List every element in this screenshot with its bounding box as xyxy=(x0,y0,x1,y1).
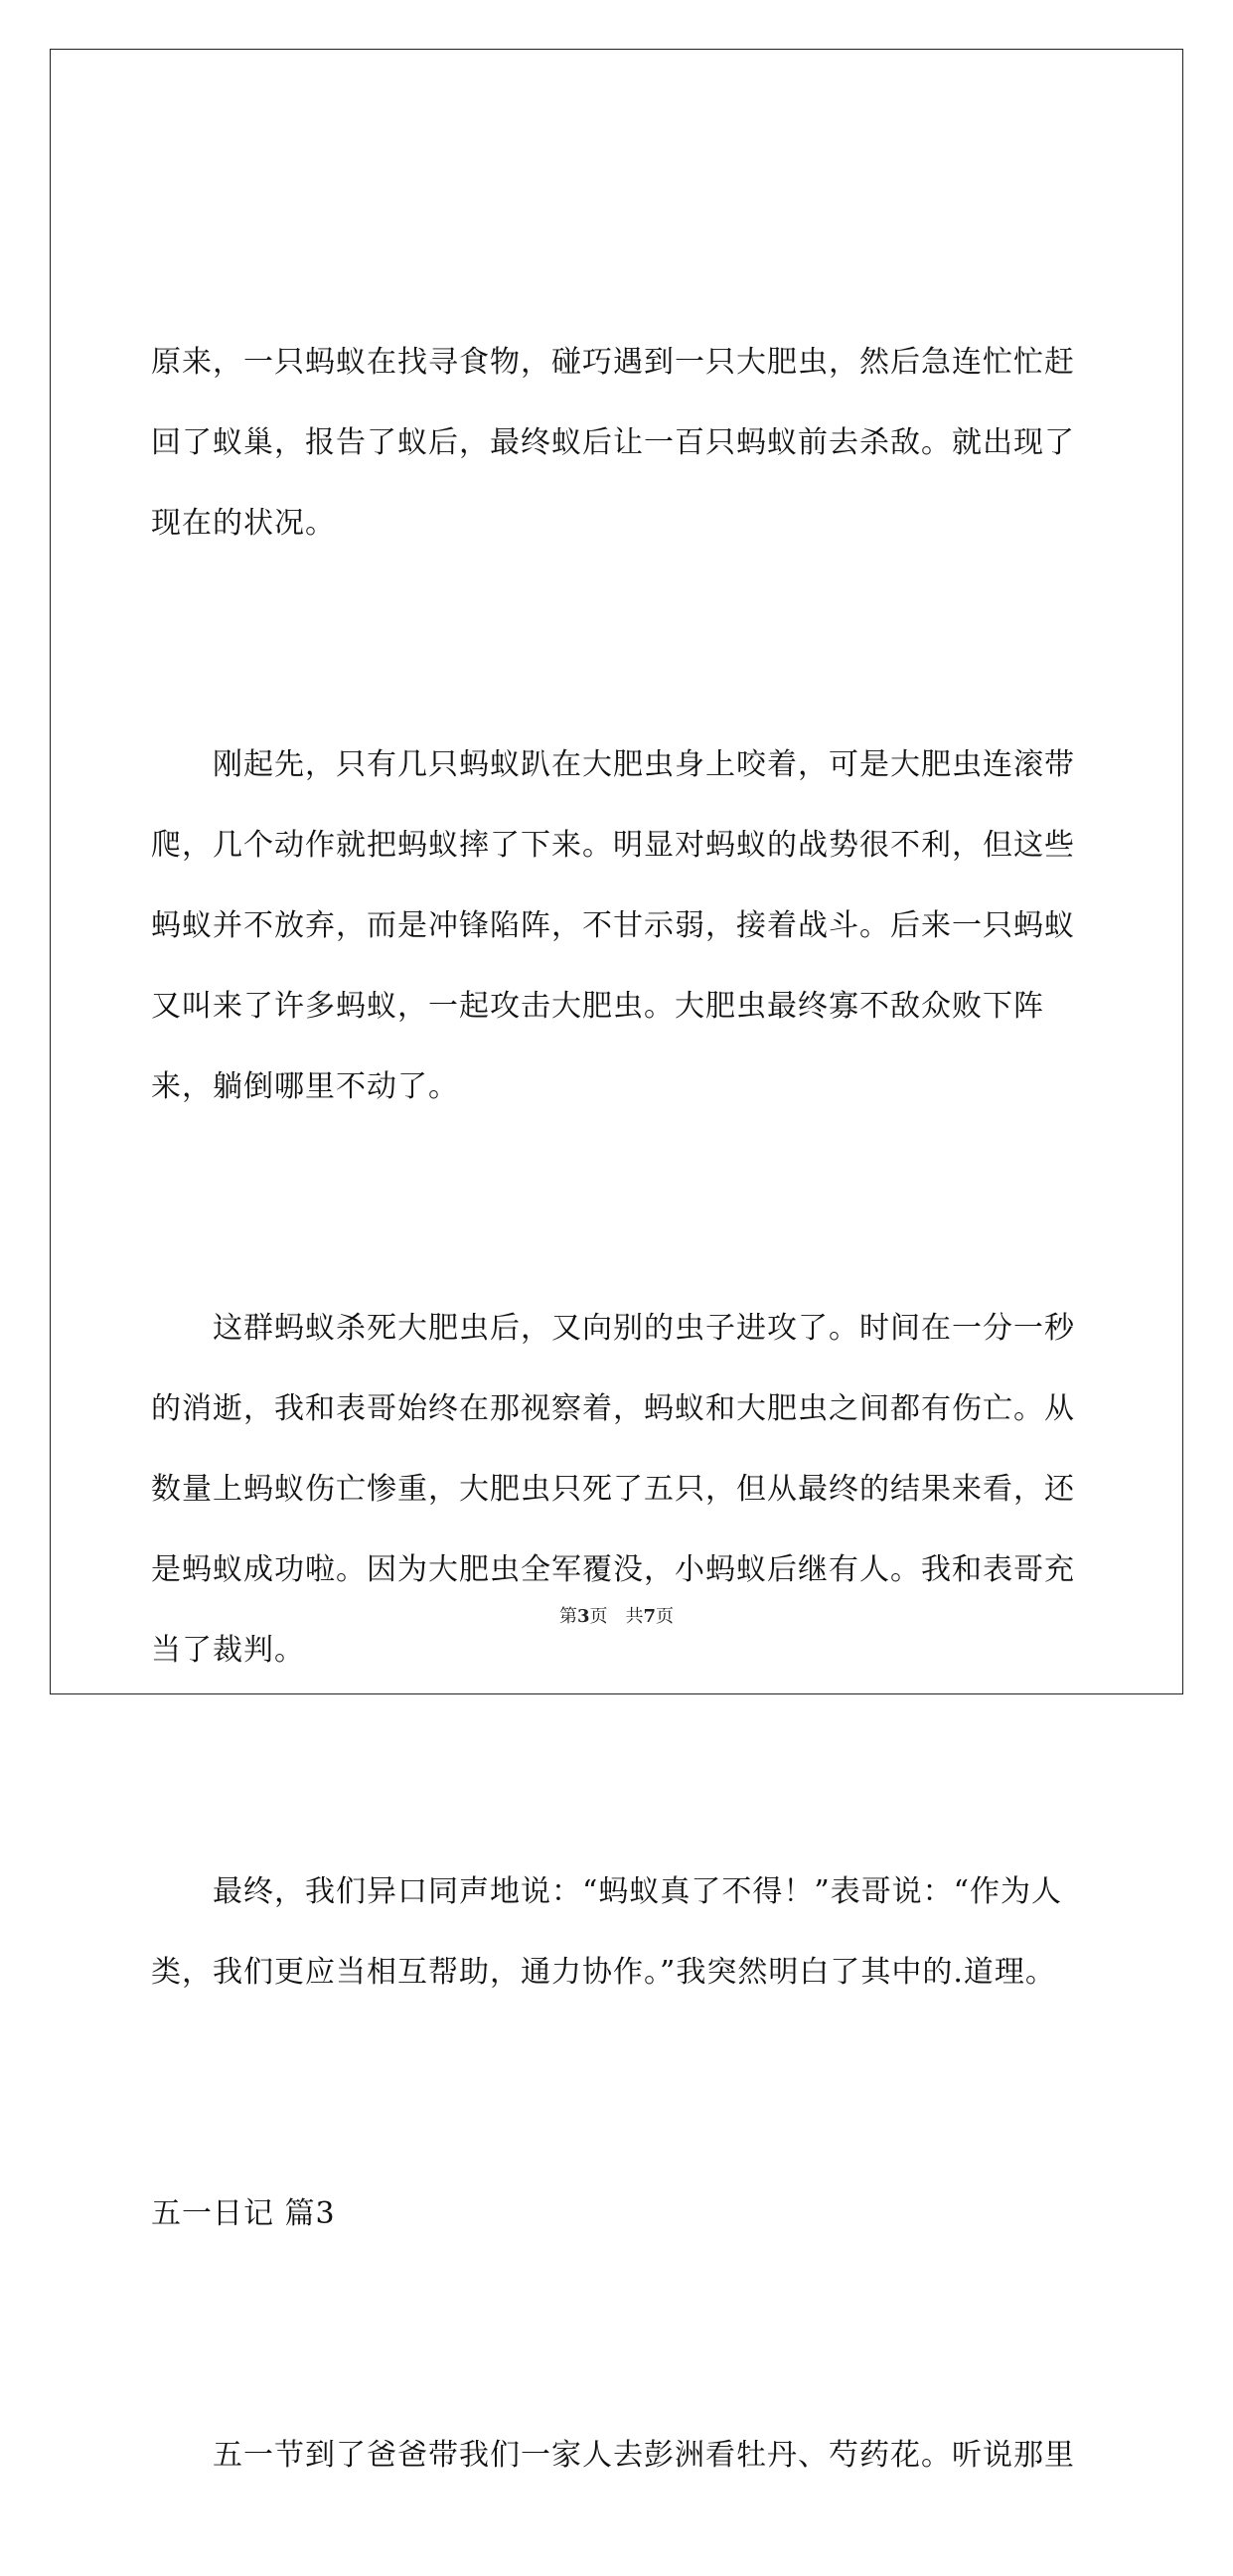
document-body xyxy=(151,161,1085,2576)
total-page-number: 7 xyxy=(643,1606,657,1627)
current-page-number: 3 xyxy=(576,1606,590,1627)
page-suffix: 页 xyxy=(656,1606,675,1627)
paragraph: 原来，一只蚂蚁在找寻食物，碰巧遇到一只大肥虫，然后急连忙忙赶回了蚁巢，报告了蚁后，最终蚁后让一百只蚂蚁前去杀敌。就出现了现在的状况。 xyxy=(151,345,1075,541)
page-footer xyxy=(0,1602,1233,1628)
paragraph: 刚起先，只有几只蚂蚁趴在大肥虫身上咬着，可是大肥虫连滚带爬，几个动作就把蚂蚁摔了下来。明显对蚂蚁的战势很不利，但这些蚂蚁并不放弃，而是冲锋陷阵，不甘示弱，接着战斗。后来一只蚂蚁又叫来了许多蚂蚁，一起攻击大肥虫。大肥虫最终寡不敌众败下阵来，躺倒哪里不动了。 xyxy=(151,747,1075,1104)
paragraph: 最终，我们异口同声地说：“蚂蚁真了不得！”表哥说：“作为人类，我们更应当相互帮助，通力协作。”我突然明白了其中的.道理。 xyxy=(151,1874,1063,1990)
page-prefix: 第 xyxy=(558,1606,577,1627)
paragraph: 这群蚂蚁杀死大肥虫后，又向别的虫子进攻了。时间在一分一秒的消逝，我和表哥始终在那视察着，蚂蚁和大肥虫之间都有伤亡。从数量上蚂蚁伤亡惨重，大肥虫只死了五只，但从最终的结果来看，还是蚂蚁成功啦。因为大肥虫全军覆没，小蚂蚁后继有人。我和表哥充当了裁判。 xyxy=(151,1311,1075,1668)
paragraph: 五一节到了爸爸带我们一家人去彭洲看牡丹、芍药花。听说那里 xyxy=(151,2438,1075,2473)
page-mid: 页 共 xyxy=(589,1606,644,1627)
section-heading: 五一日记 篇3 xyxy=(151,2196,336,2231)
